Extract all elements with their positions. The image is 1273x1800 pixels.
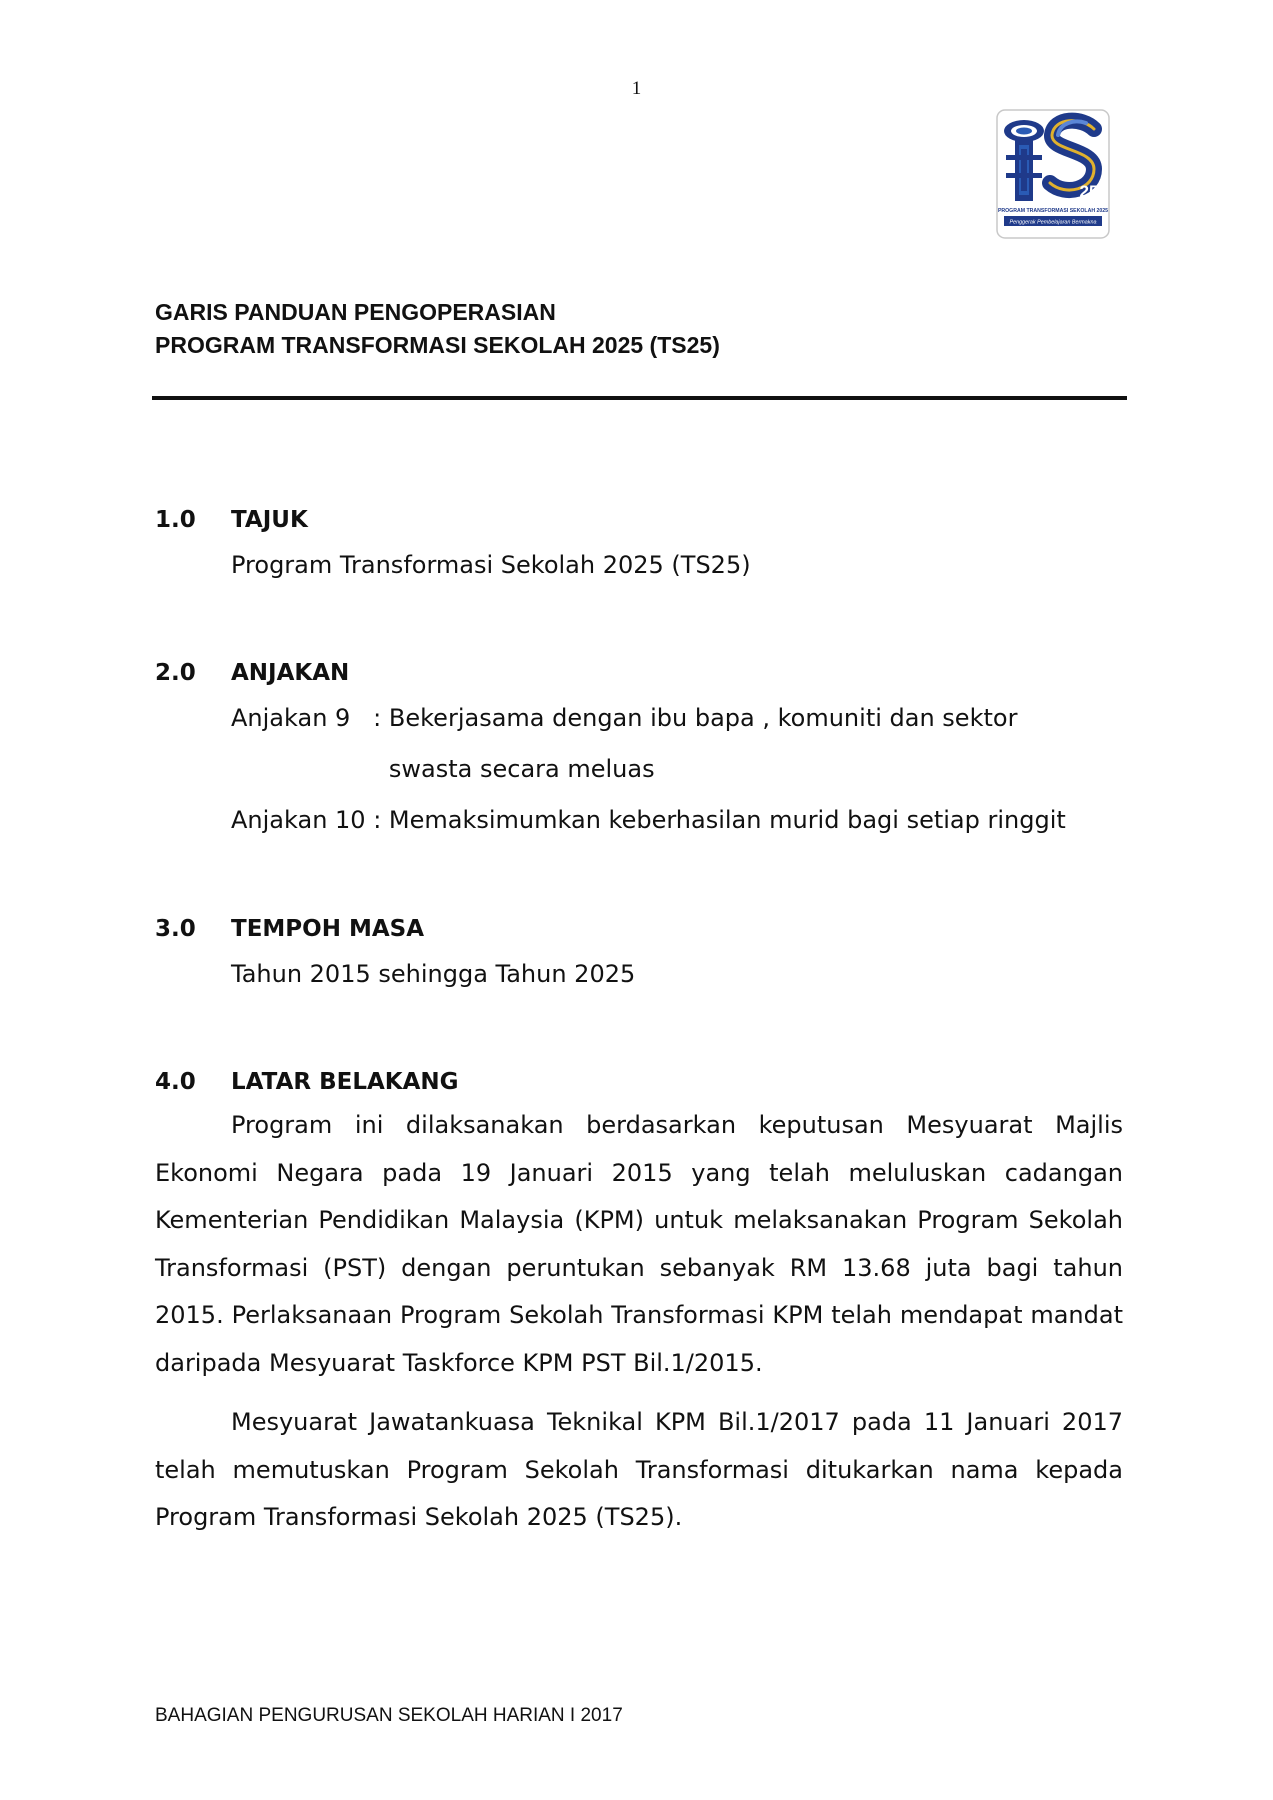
logo-caption: PROGRAM TRANSFORMASI SEKOLAH 2025 bbox=[997, 208, 1109, 214]
section-number: 1.0 bbox=[155, 507, 196, 533]
section-title: ANJAKAN bbox=[231, 660, 350, 686]
section-title: TAJUK bbox=[231, 507, 308, 533]
section-body: Tahun 2015 sehingga Tahun 2025 bbox=[231, 960, 636, 988]
section-number: 4.0 bbox=[155, 1069, 196, 1095]
anjakan-text: Bekerjasama dengan ibu bapa , komuniti dan sektor swasta secara meluas bbox=[388, 704, 1018, 783]
document-title bbox=[155, 296, 720, 362]
section-number: 3.0 bbox=[155, 916, 196, 942]
section-tajuk bbox=[155, 500, 1123, 591]
section-latar-belakang bbox=[155, 1062, 1123, 1554]
section-body: Program Transformasi Sekolah 2025 (TS25) bbox=[231, 551, 751, 579]
title-divider bbox=[152, 396, 1127, 400]
anjakan-label: Anjakan 10 : bbox=[231, 806, 389, 834]
section-heading bbox=[155, 1062, 1123, 1102]
ts25-logo bbox=[996, 109, 1110, 239]
logo-tagline: Penggerak Pembelajaran Bermakna bbox=[1009, 219, 1097, 226]
logo-mark-25: 25 bbox=[1079, 182, 1099, 201]
background-paragraph: Mesyuarat Jawatankuasa Teknikal KPM Bil.1/2017 pada 11 Januari 2017 telah memutuskan Program Sekolah Transformasi ditukarkan nama kepada Program Transformasi Sekolah 2025 (TS25). bbox=[155, 1408, 1123, 1531]
anjakan-label: Anjakan 9 : bbox=[231, 704, 389, 732]
section-heading bbox=[155, 653, 1123, 693]
page-number: 1 bbox=[631, 78, 642, 99]
section-heading bbox=[155, 500, 1123, 540]
title-line-1: GARIS PANDUAN PENGOPERASIAN bbox=[155, 299, 556, 325]
section-number: 2.0 bbox=[155, 660, 196, 686]
section-tempoh-masa bbox=[155, 909, 1123, 1000]
anjakan-item bbox=[155, 693, 1123, 795]
title-line-2: PROGRAM TRANSFORMASI SEKOLAH 2025 (TS25) bbox=[155, 332, 720, 358]
anjakan-text: Memaksimumkan keberhasilan murid bagi setiap ringgit bbox=[388, 806, 1066, 834]
section-heading bbox=[155, 909, 1123, 949]
background-paragraph: Program ini dilaksanakan berdasarkan keputusan Mesyuarat Majlis Ekonomi Negara pada 19 Januari 2015 yang telah meluluskan cadangan Kementerian Pendidikan Malaysia (KPM) untuk melaksanakan Program Sekolah Transformasi (PST) dengan peruntukan sebanyak RM 13.68 juta bagi tahun 2015. Perlaksanaan Program Sekolah Transformasi KPM telah mendapat mandat daripada Mesyuarat Taskforce KPM PST Bil.1/2015. bbox=[155, 1111, 1123, 1377]
page-footer: BAHAGIAN PENGURUSAN SEKOLAH HARIAN I 2017 bbox=[155, 1705, 623, 1726]
anjakan-item bbox=[155, 795, 1123, 846]
section-title: TEMPOH MASA bbox=[231, 916, 425, 942]
section-title: LATAR BELAKANG bbox=[231, 1069, 459, 1095]
section-anjakan bbox=[155, 653, 1123, 846]
